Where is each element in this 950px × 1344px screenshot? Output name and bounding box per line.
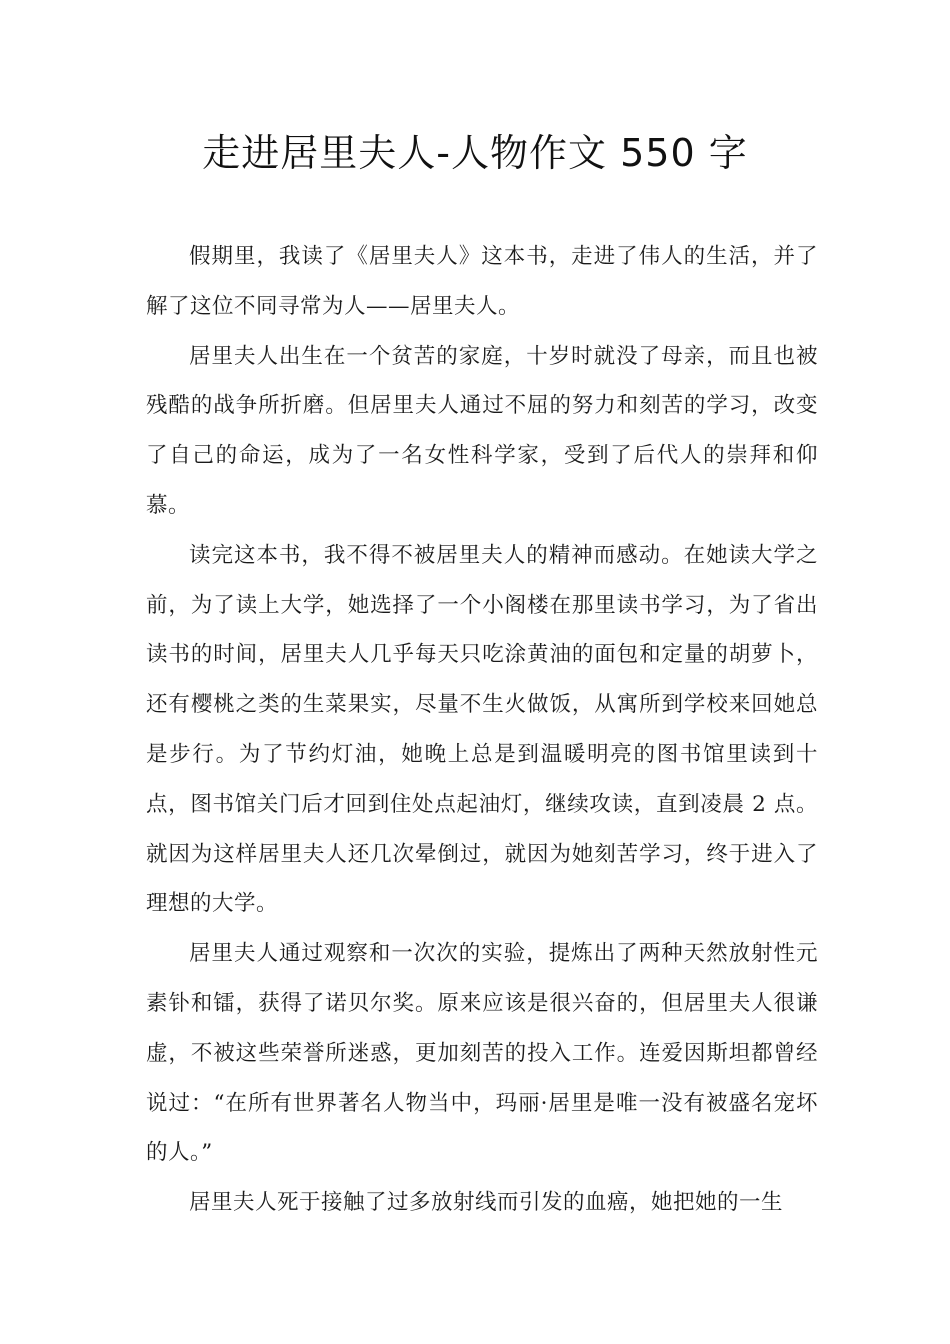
paragraph-1: 假期里，我读了《居里夫人》这本书，走进了伟人的生活，并了解了这位不同寻常为人——居里夫人。 — [146, 244, 818, 319]
paragraph-3: 读完这本书，我不得不被居里夫人的精神而感动。在她读大学之前，为了读上大学，她选择了一个小阁楼在那里读书学习，为了省出读书的时间，居里夫人几乎每天只吃涂黄油的面包和定量的胡萝卜，还有樱桃之类的生菜果实，尽量不生火做饭，从寓所到学校来回她总是步行。为了节约灯油，她晚上总是到温暖明亮的图书馆里读到十点，图书馆关门后才回到住处点起油灯，继续攻读，直到凌晨 2 点。就因为这样居里夫人还几次晕倒过，就因为她刻苦学习，终于进入了理想的大学。 — [146, 542, 818, 917]
document-title: 走进居里夫人-人物作文 550 字 — [202, 131, 748, 175]
paragraph-5: 居里夫人死于接触了过多放射线而引发的血癌，她把她的一生 — [189, 1190, 784, 1216]
document-body — [146, 232, 818, 1228]
paragraph-2: 居里夫人出生在一个贫苦的家庭，十岁时就没了母亲，而且也被残酷的战争所折磨。但居里夫人通过不屈的努力和刻苦的学习，改变了自己的命运，成为了一名女性科学家，受到了后代人的崇拜和仰慕。 — [146, 343, 818, 518]
paragraph-4: 居里夫人通过观察和一次次的实验，提炼出了两种天然放射性元素钋和镭，获得了诺贝尔奖。原来应该是很兴奋的，但居里夫人很谦虚，不被这些荣誉所迷惑，更加刻苦的投入工作。连爱因斯坦都曾经说过：“在所有世界著名人物当中，玛丽·居里是唯一没有被盛名宠坏的人。” — [146, 941, 818, 1166]
